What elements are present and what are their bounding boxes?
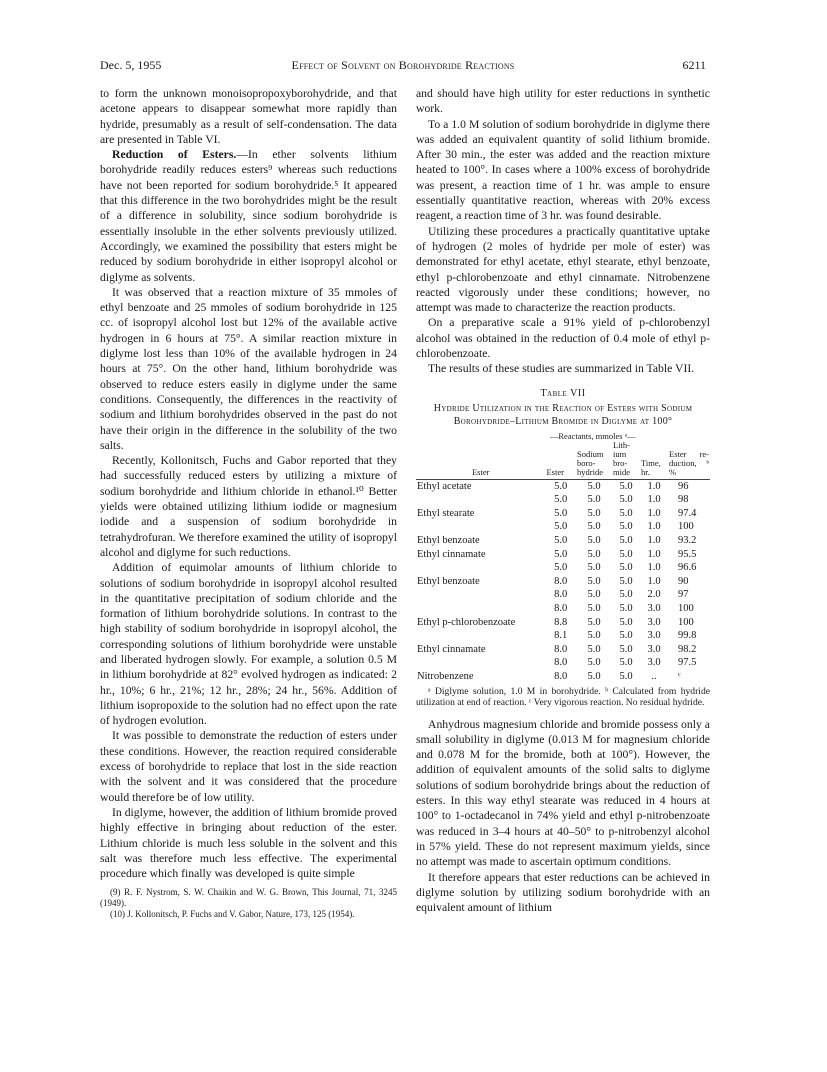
cell-ester-reduction: 100	[678, 521, 694, 533]
col-header-lithium: Lith- ium bro- mide	[613, 439, 630, 477]
table-row	[416, 520, 710, 534]
col-header-reduction: Ester re- duction, ᵇ %	[669, 448, 709, 477]
cell-ester-reduction: 97.5	[678, 657, 697, 669]
cell-ester-name: Ethyl cinnamate	[417, 643, 486, 655]
right-column	[416, 86, 710, 915]
cell-ester-name: Nitrobenzene	[417, 670, 474, 682]
paragraph: Addition of equimolar amounts of lithium chloride to solutions of sodium borohydride in isopropyl alcohol resulted in the quantitative precipitation of sodium chloride and the formation of lithium borohydride solutions. In contrast to the high stability of sodium borohydride in isopropyl alcohol, the corresponding solutions of lithium borohydride were unstable and liberated hydrogen slowly. For example, a solution 0.5 M in lithium borohydride at 82° evolved hydrogen as indicated: 2 hr., 10%; 6 hr., 21%; 12 hr., 28%; 24 hr., 56%. Addition of lithium isopropoxide to the solution had no effect upon the rate of hydrogen evolution.	[100, 561, 397, 728]
cell-ester-mmol: 8.1	[554, 630, 568, 642]
cell-ester-mmol: 8.0	[554, 643, 568, 655]
cell-time: 1.0	[647, 575, 661, 587]
cell-lithium-bromide: 5.0	[619, 630, 633, 642]
cell-time: ..	[651, 670, 657, 682]
footnote: (10) J. Kollonitsch, P. Fuchs and V. Gabor, Nature, 173, 125 (1954).	[110, 909, 355, 920]
col-header-ester: Ester	[471, 466, 490, 477]
cell-ester-reduction: 97.4	[678, 507, 697, 519]
cell-ester-reduction: 100	[678, 602, 694, 614]
cell-lithium-bromide: 5.0	[619, 480, 633, 492]
running-header	[100, 58, 706, 74]
table-row	[416, 629, 710, 643]
cell-ester-reduction: 90	[678, 575, 689, 587]
cell-sodium-borohydride: 5.0	[587, 480, 601, 492]
table-row	[416, 534, 710, 548]
cell-sodium-borohydride: 5.0	[587, 589, 601, 601]
paragraph: It was observed that a reaction mixture of 35 mmoles of ethyl benzoate and 25 mmoles of sodium borohydride in 125 cc. of isopropyl alcohol lost but 12% of the available active hydrogen in 6 hours at 75°. A similar reaction mixture in diglyme lost less than 10% of the available hydrogen in 24 hours at 75°. On the other hand, lithium borohydride was observed to reduce esters easily in diglyme under the same conditions. Consequently, the differences in the reactivity of sodium and lithium borohydrides observed in the past do not have their origin in the difference in the solubility of the two salts.	[100, 285, 397, 452]
cell-time: 3.0	[647, 602, 661, 614]
cell-sodium-borohydride: 5.0	[587, 494, 601, 506]
paragraph: Recently, Kollonitsch, Fuchs and Gabor reported that they had successfully reduced esters by utilizing a mixture of sodium borohydride and lithium chloride in ethanol.¹⁰ Better yields were obtained utilizing lithium iodide or magnesium iodide and a suspension of sodium borohydride in tetrahydrofuran. We therefore examined the utility of isopropyl alcohol and diglyme for such reductions.	[100, 454, 397, 559]
cell-ester-mmol: 5.0	[554, 480, 568, 492]
cell-time: 1.0	[647, 548, 661, 560]
cell-lithium-bromide: 5.0	[619, 657, 633, 669]
cell-ester-name	[416, 602, 545, 616]
cell-sodium-borohydride: 5.0	[587, 630, 601, 642]
cell-ester-name: Ethyl benzoate	[417, 535, 480, 547]
table-data	[416, 432, 710, 684]
cell-ester-mmol: 8.0	[554, 602, 568, 614]
left-column	[100, 86, 397, 920]
table-body	[416, 479, 710, 683]
footnotes	[100, 887, 397, 920]
table-caption: Table VII	[540, 387, 586, 399]
page-number: 6211	[682, 58, 706, 72]
table-row	[416, 656, 710, 670]
cell-sodium-borohydride: 5.0	[587, 616, 601, 628]
cell-lithium-bromide: 5.0	[619, 494, 633, 506]
cell-ester-name: Ethyl p-chlorobenzoate	[417, 616, 516, 628]
footnote: (9) R. F. Nystrom, S. W. Chaikin and W. G. Brown, This Journal, 71, 3245 (1949).	[100, 887, 397, 909]
table-row	[416, 670, 710, 684]
cell-ester-mmol: 5.0	[554, 507, 568, 519]
cell-time: 1.0	[647, 480, 661, 492]
cell-ester-mmol: 8.0	[554, 657, 568, 669]
cell-sodium-borohydride: 5.0	[587, 670, 601, 682]
cell-lithium-bromide: 5.0	[619, 602, 633, 614]
header-title: Effect of Solvent on Borohydride Reactions	[291, 58, 515, 72]
paragraph: On a preparative scale a 91% yield of p-chlorobenzyl alcohol was obtained in the reduction of 0.4 mole of ethyl p-chlorobenzoate.	[416, 316, 710, 361]
cell-ester-name	[416, 561, 545, 575]
table-row	[416, 493, 710, 507]
table-row	[416, 507, 710, 521]
cell-lithium-bromide: 5.0	[619, 589, 633, 601]
table-footnote: ᵃ Diglyme solution, 1.0 M in borohydride. ᵇ Calculated from hydride utilization at end of reaction. ᶜ Very vigorous reaction. No residual hydride.	[416, 685, 710, 709]
cell-lithium-bromide: 5.0	[619, 507, 633, 519]
paragraph-reduction-of-esters	[100, 147, 397, 285]
cell-ester-reduction: 98.2	[678, 643, 697, 655]
cell-ester-mmol: 5.0	[554, 521, 568, 533]
cell-ester-reduction: 95.5	[678, 548, 697, 560]
table-row	[416, 602, 710, 616]
table-title: Hydride Utilization in the Reaction of Esters with Sodium Borohydride–Lithium Bromide in Diglyme at 100°	[433, 402, 693, 427]
group-header: —Reactants, mmoles ᵃ—	[549, 430, 636, 441]
cell-sodium-borohydride: 5.0	[587, 562, 601, 574]
col-header-time: Time, hr.	[641, 457, 661, 477]
cell-lithium-bromide: 5.0	[619, 535, 633, 547]
cell-ester-reduction: ᶜ	[678, 670, 681, 682]
cell-time: 3.0	[647, 657, 661, 669]
table-vii	[416, 387, 710, 709]
table-row	[416, 548, 710, 562]
cell-ester-reduction: 96.6	[678, 562, 697, 574]
paragraph: It was possible to demonstrate the reduction of esters under these conditions. However, the reaction required considerable excess of borohydride to replace that lost in the side reaction with the solvent and it was considered that the procedure would therefore be of low utility.	[100, 729, 397, 804]
cell-sodium-borohydride: 5.0	[587, 535, 601, 547]
table-row	[416, 575, 710, 589]
cell-time: 1.0	[647, 507, 661, 519]
cell-ester-reduction: 98	[678, 494, 689, 506]
cell-ester-reduction: 100	[678, 616, 694, 628]
cell-ester-name	[416, 588, 545, 602]
cell-ester-name: Ethyl acetate	[417, 480, 472, 492]
cell-ester-mmol: 8.8	[554, 616, 568, 628]
cell-lithium-bromide: 5.0	[619, 548, 633, 560]
cell-sodium-borohydride: 5.0	[587, 602, 601, 614]
table-row	[416, 643, 710, 657]
cell-lithium-bromide: 5.0	[619, 670, 633, 682]
header-date: Dec. 5, 1955	[100, 58, 162, 72]
cell-sodium-borohydride: 5.0	[587, 657, 601, 669]
cell-ester-reduction: 96	[678, 480, 689, 492]
table-row	[416, 479, 710, 493]
cell-ester-name: Ethyl benzoate	[417, 575, 480, 587]
cell-ester-mmol: 5.0	[554, 494, 568, 506]
paragraph: and should have high utility for ester reductions in synthetic work.	[416, 87, 710, 116]
cell-ester-name: Ethyl stearate	[417, 507, 475, 519]
cell-time: 2.0	[647, 589, 661, 601]
table-row	[416, 616, 710, 630]
cell-ester-reduction: 97	[678, 589, 689, 601]
table-row	[416, 588, 710, 602]
cell-sodium-borohydride: 5.0	[587, 575, 601, 587]
cell-ester-mmol: 5.0	[554, 535, 568, 547]
cell-ester-name	[416, 656, 545, 670]
paragraph: In diglyme, however, the addition of lithium bromide proved highly effective in bringing about reduction of the ester. Lithium chloride is much less soluble in the solvent and this salt was therefore much less effective. The experimental procedure which finally was developed is quite simple	[100, 805, 397, 881]
cell-ester-name: Ethyl cinnamate	[417, 548, 486, 560]
cell-lithium-bromide: 5.0	[619, 616, 633, 628]
cell-ester-mmol: 8.0	[554, 589, 568, 601]
cell-ester-mmol: 5.0	[554, 562, 568, 574]
paragraph: Anhydrous magnesium chloride and bromide possess only a small solubility in diglyme (0.013 M for magnesium chloride and 0.078 M for the bromide, both at 100°). However, the addition of equivalent amounts of the solid salts to diglyme solutions of sodium borohydride brings about the reduction of esters. In this way ethyl stearate was reduced in 4 hours at 100° to 1-octadecanol in 74% yield and ethyl p-nitrobenzoate was reduced in 3–4 hours at 40–50° to p-nitrobenzyl alcohol in 57% yield. These do not represent maximum yields, since no attempt was made to ascertain optimum conditions.	[416, 717, 710, 869]
paragraph: to form the unknown monoisopropoxyborohydride, and that acetone appears to disappear somewhat more rapidly than hydride, presumably as a result of self-condensation. The data are presented in Table VI.	[100, 87, 397, 146]
cell-time: 1.0	[647, 521, 661, 533]
cell-lithium-bromide: 5.0	[619, 521, 633, 533]
paragraph: Utilizing these procedures a practically quantitative uptake of hydrogen (2 moles of hydride per mole of ester) was demonstrated for ethyl acetate, ethyl stearate, ethyl benzoate, ethyl p-chlorobenzoate and ethyl cinnamate. Nitrobenzene reacted vigorously under these conditions; however, no attempt was made to characterize the reaction products.	[416, 224, 710, 315]
cell-time: 1.0	[647, 535, 661, 547]
cell-time: 1.0	[647, 494, 661, 506]
cell-ester-reduction: 93.2	[678, 535, 697, 547]
paragraph: The results of these studies are summarized in Table VII.	[428, 362, 695, 376]
cell-ester-reduction: 99.8	[678, 630, 697, 642]
paragraph: It therefore appears that ester reductions can be achieved in diglyme solution by utilizing sodium borohydride with an equivalent amount of lithium	[416, 870, 710, 915]
cell-lithium-bromide: 5.0	[619, 643, 633, 655]
cell-ester-name	[416, 629, 545, 643]
cell-sodium-borohydride: 5.0	[587, 643, 601, 655]
cell-ester-mmol: 8.0	[554, 575, 568, 587]
col-header-ester-mmol: Ester	[546, 466, 564, 477]
col-header-sodium: Sodium boro- hydride	[577, 448, 604, 477]
cell-time: 1.0	[647, 562, 661, 574]
cell-ester-name	[416, 493, 545, 507]
table-row	[416, 561, 710, 575]
section-heading: Reduction of Esters.	[112, 148, 237, 162]
cell-sodium-borohydride: 5.0	[587, 521, 601, 533]
cell-lithium-bromide: 5.0	[619, 562, 633, 574]
paragraph-text: —In ether solvents lithium borohydride readily reduces esters⁹ whereas such reductions have not been reported for sodium borohydride.⁵ It appeared that this difference in the two borohydrides might be the result of a difference in solubility, since sodium borohydride is essentially insoluble in the ether solvents previously utilized. Accordingly, we examined the possibility that esters might be reduced by sodium borohydride in either isopropyl alcohol or diglyme as solvents.	[100, 148, 397, 284]
cell-ester-name	[416, 520, 545, 534]
cell-ester-mmol: 5.0	[554, 548, 568, 560]
cell-lithium-bromide: 5.0	[619, 575, 633, 587]
cell-time: 3.0	[647, 630, 661, 642]
cell-ester-mmol: 8.0	[554, 670, 568, 682]
cell-time: 3.0	[647, 616, 661, 628]
cell-sodium-borohydride: 5.0	[587, 507, 601, 519]
paragraph: To a 1.0 M solution of sodium borohydride in diglyme there was added an equivalent quantity of solid lithium bromide. After 30 min., the ester was added and the reaction mixture heated to 100°. In cases where a 100% excess of borohydride was present, a reaction time of 1 hr. was ample to ensure essentially quantitative reaction, whereas with 20% excess reagent, a reaction time of 3 hr. was found desirable.	[416, 117, 710, 223]
cell-sodium-borohydride: 5.0	[587, 548, 601, 560]
cell-time: 3.0	[647, 643, 661, 655]
